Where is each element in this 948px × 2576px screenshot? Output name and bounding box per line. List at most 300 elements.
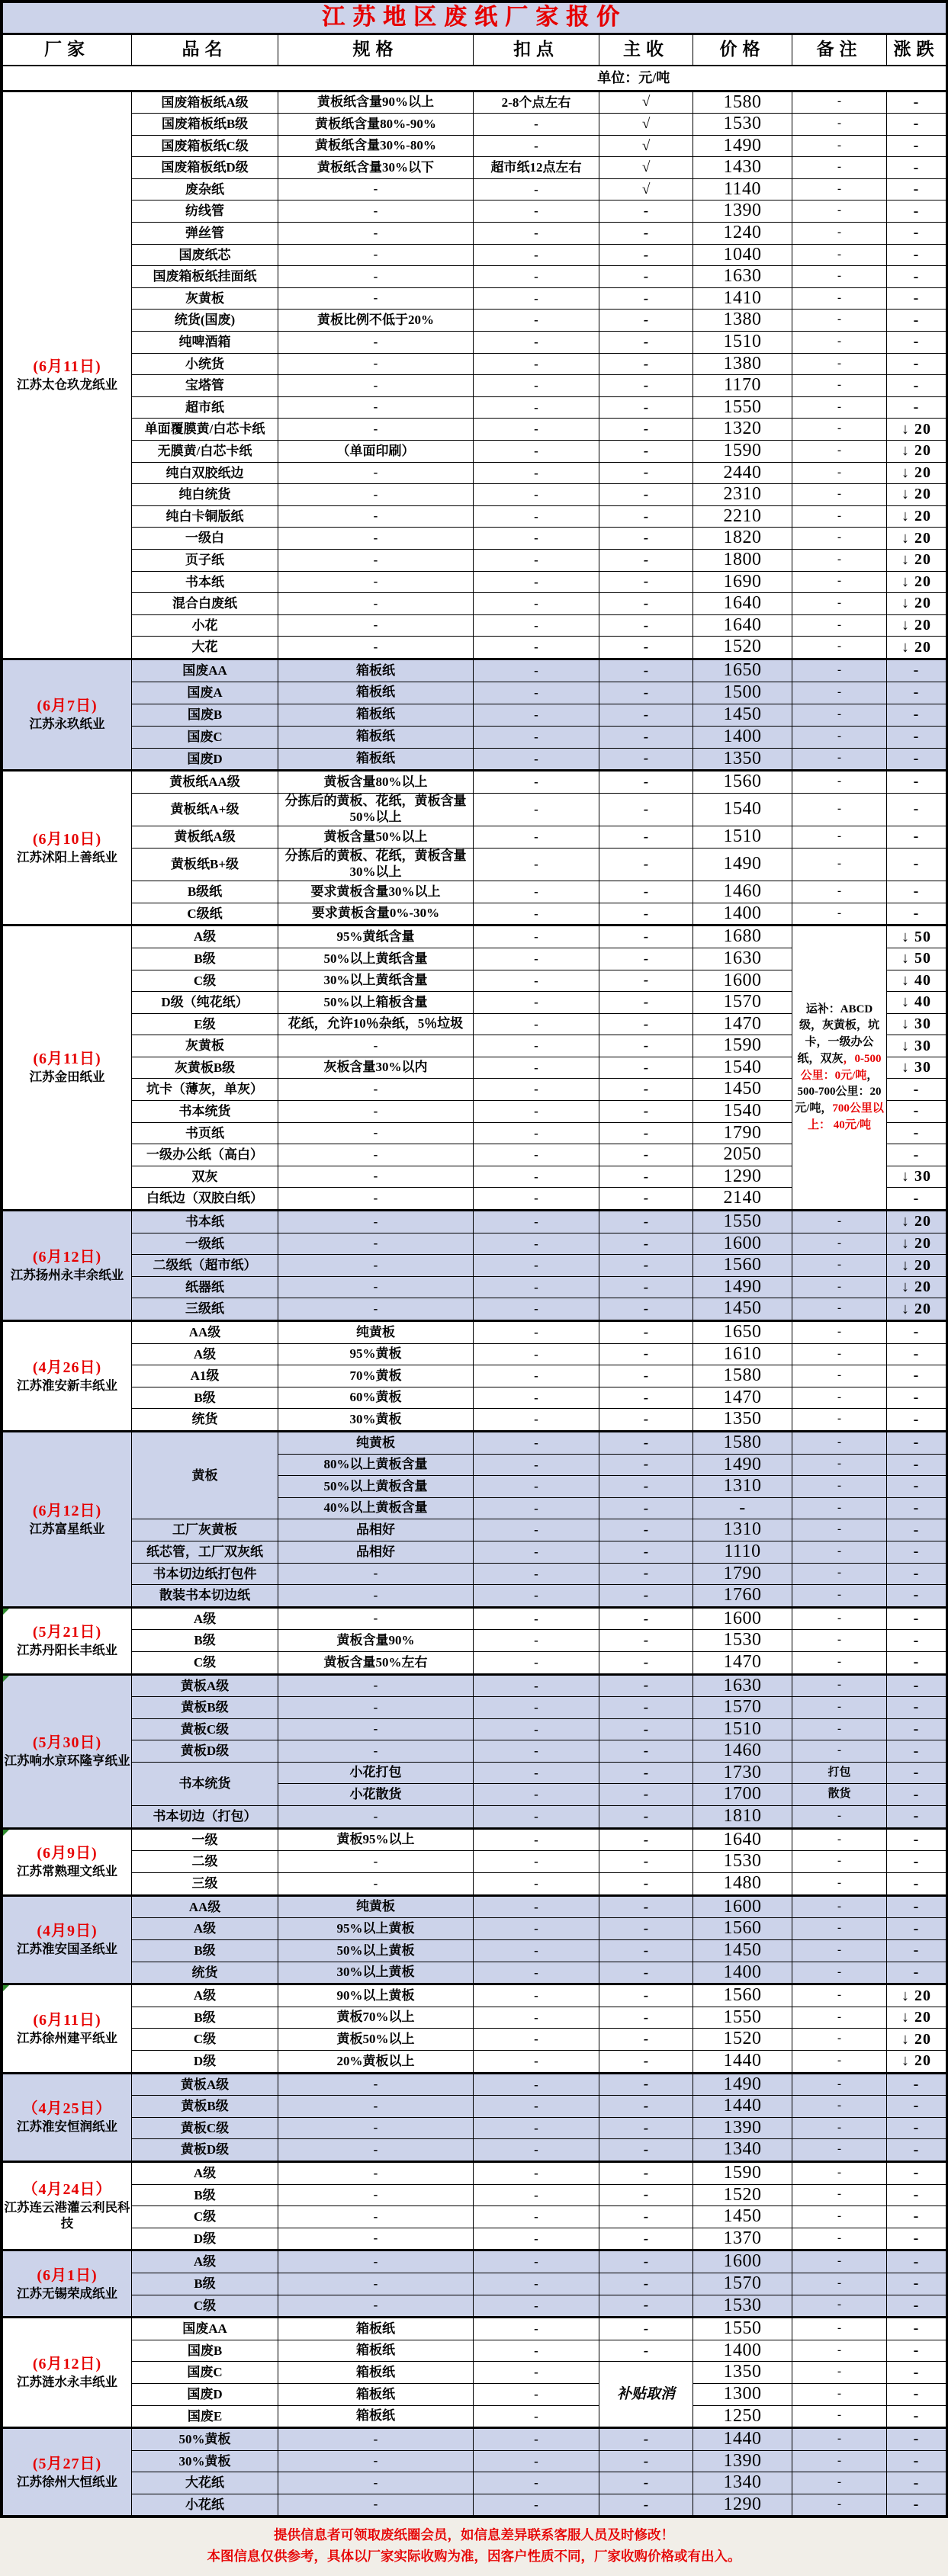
cell-note: - xyxy=(792,375,887,397)
cell-change: - xyxy=(887,2206,946,2228)
cell-deduction: - xyxy=(474,1607,599,1630)
cell-spec: - xyxy=(278,1079,474,1101)
table-row xyxy=(3,1563,946,1585)
cell-price: 2440 xyxy=(693,462,792,484)
cell-note: - xyxy=(792,1630,887,1652)
cell-accept: - xyxy=(599,1365,693,1387)
table-row xyxy=(3,1940,946,1962)
cell-accept: - xyxy=(599,593,693,615)
cell-change: - xyxy=(887,2405,946,2428)
cell-deduction: - xyxy=(474,1144,599,1166)
cell-grade: 单面覆膜黄/白芯卡纸 xyxy=(132,419,278,441)
cell-price: 1600 xyxy=(693,1607,792,1630)
cell-deduction: - xyxy=(474,1918,599,1940)
table-row xyxy=(3,2228,946,2250)
cell-grade: 页子纸 xyxy=(132,549,278,571)
factory-cell xyxy=(3,1984,132,2073)
cell-grade: 书本纸 xyxy=(132,1211,278,1233)
table-row xyxy=(3,1298,946,1321)
cell-spec: - xyxy=(278,1166,474,1188)
cell-spec: 20%黄板以上 xyxy=(278,2051,474,2074)
cell-deduction: - xyxy=(474,1563,599,1585)
cell-change: ↓ 20 xyxy=(887,462,946,484)
cell-change: ↓ 40 xyxy=(887,970,946,992)
cell-change: - xyxy=(887,1585,946,1608)
table-row xyxy=(3,2362,946,2384)
factory-name: 江苏丹阳长丰纸业 xyxy=(17,1642,117,1657)
cell-note: - xyxy=(792,826,887,848)
cell-price: 1570 xyxy=(693,992,792,1014)
cell-spec: - xyxy=(278,637,474,659)
table-row xyxy=(3,637,946,659)
cell-grade: 纯白统货 xyxy=(132,484,278,506)
cell-accept: - xyxy=(599,223,693,245)
cell-note: - xyxy=(792,1497,887,1519)
cell-grade: D级 xyxy=(132,2051,278,2074)
cell-accept: - xyxy=(599,826,693,848)
cell-deduction: - xyxy=(474,1013,599,1035)
factory-cell xyxy=(3,771,132,925)
cell-change: - xyxy=(887,748,946,771)
cell-grade: 二级纸（超市纸） xyxy=(132,1255,278,1277)
title-cell xyxy=(3,3,946,34)
cell-price: 1600 xyxy=(693,1233,792,1255)
cell-price: 1550 xyxy=(693,2318,792,2340)
cell-note: - xyxy=(792,1276,887,1298)
table-row xyxy=(3,1806,946,1829)
cell-change: - xyxy=(887,1454,946,1476)
cell-change: ↓ 20 xyxy=(887,1276,946,1298)
cell-accept: - xyxy=(599,1940,693,1962)
cell-note: - xyxy=(792,528,887,550)
table-row xyxy=(3,704,946,726)
note-segment: ，500-700公里：20元/吨， xyxy=(795,1069,882,1115)
cell-accept: √ xyxy=(599,91,693,114)
cell-change: - xyxy=(887,1762,946,1784)
price-table xyxy=(2,2,946,2516)
table-row xyxy=(3,2117,946,2139)
cell-change: - xyxy=(887,1651,946,1674)
report-date: (6月12日) xyxy=(32,1248,102,1266)
cell-spec: 品相好 xyxy=(278,1541,474,1563)
cell-deduction: - xyxy=(474,2073,599,2096)
cell-spec: 50%以上箱板含量 xyxy=(278,992,474,1014)
cell-note: - xyxy=(792,1607,887,1630)
cell-accept: - xyxy=(599,353,693,375)
cell-grade: 国废箱板纸B级 xyxy=(132,114,278,136)
cell-grade: 宝塔管 xyxy=(132,375,278,397)
cell-grade: 一级白 xyxy=(132,528,278,550)
cell-grade: 灰黄板B级 xyxy=(132,1057,278,1079)
cell-deduction: - xyxy=(474,2161,599,2184)
cell-spec: 箱板纸 xyxy=(278,2318,474,2340)
factory-name: 江苏淮安国圣纸业 xyxy=(17,1942,117,1957)
cell-accept: - xyxy=(599,287,693,310)
cell-accept: - xyxy=(599,2161,693,2184)
cell-change: ↓ 30 xyxy=(887,1035,946,1057)
cell-accept: - xyxy=(599,682,693,704)
cell-note: - xyxy=(792,637,887,659)
table-row xyxy=(3,310,946,332)
cell-deduction: 2-8个点左右 xyxy=(474,91,599,114)
cell-price: 1490 xyxy=(693,1276,792,1298)
cell-deduction: - xyxy=(474,2428,599,2451)
cell-grade: 书本统货 xyxy=(132,1762,278,1805)
cell-grade: A级 xyxy=(132,1607,278,1630)
cell-grade: A1级 xyxy=(132,1365,278,1387)
cell-spec: - xyxy=(278,1122,474,1144)
cell-change: - xyxy=(887,135,946,157)
cell-spec: - xyxy=(278,1276,474,1298)
cell-accept: - xyxy=(599,1851,693,1873)
cell-accept: - xyxy=(599,2007,693,2029)
cell-change: - xyxy=(887,2383,946,2405)
table-row xyxy=(3,2029,946,2051)
cell-price: 1500 xyxy=(693,682,792,704)
factory-name: 江苏无锡荣成纸业 xyxy=(17,2286,117,2301)
cell-grade: 小花 xyxy=(132,614,278,637)
cell-spec: 50%以上黄板 xyxy=(278,1940,474,1962)
cell-spec: 95%黄纸含量 xyxy=(278,925,474,948)
cell-deduction: - xyxy=(474,1365,599,1387)
cell-spec: 黄板纸含量90%以上 xyxy=(278,91,474,114)
cell-price: 1490 xyxy=(693,1454,792,1476)
cell-grade: 白纸边（双胶白纸） xyxy=(132,1188,278,1211)
cell-price: 1400 xyxy=(693,903,792,925)
col-header-factory: 厂家 xyxy=(3,34,132,66)
cell-accept: - xyxy=(599,726,693,748)
cell-deduction: - xyxy=(474,637,599,659)
cell-change: - xyxy=(887,2161,946,2184)
cell-price: 1390 xyxy=(693,2450,792,2472)
cell-price: 1640 xyxy=(693,614,792,637)
table-row xyxy=(3,266,946,288)
cell-spec: 黄板纸含量30%-80% xyxy=(278,135,474,157)
table-row xyxy=(3,726,946,748)
footer-disclaimer xyxy=(0,2518,948,2575)
cell-deduction: - xyxy=(474,614,599,637)
cell-price: 2310 xyxy=(693,484,792,506)
cell-spec: 箱板纸 xyxy=(278,704,474,726)
cell-spec: - xyxy=(278,549,474,571)
cell-price: 1570 xyxy=(693,2273,792,2295)
table-row xyxy=(3,614,946,637)
cell-price: 1580 xyxy=(693,1431,792,1454)
factory-name: 江苏涟水永丰纸业 xyxy=(17,2374,117,2389)
cell-deduction: - xyxy=(474,2340,599,2362)
cell-note: - xyxy=(792,748,887,771)
cell-price: 1250 xyxy=(693,2405,792,2428)
table-row xyxy=(3,1321,946,1344)
cell-change: ↓ 20 xyxy=(887,637,946,659)
cell-spec: 纯黄板 xyxy=(278,1431,474,1454)
cell-spec: 分拣后的黄板、花纸，黄板含量50%以上 xyxy=(278,793,474,826)
cell-change: - xyxy=(887,1101,946,1123)
cell-grade: 工厂灰黄板 xyxy=(132,1519,278,1541)
cell-deduction: - xyxy=(474,2250,599,2273)
cell-price: 1600 xyxy=(693,1895,792,1918)
note-segment: 700公里以上： 40元/吨 xyxy=(808,1102,884,1131)
cell-note: - xyxy=(792,505,887,528)
table-row xyxy=(3,1895,946,1918)
cell-accept: - xyxy=(599,2450,693,2472)
cell-spec: - xyxy=(278,332,474,354)
cell-spec: 花纸，允许10％杂纸，5％垃圾 xyxy=(278,1013,474,1035)
cell-price: 1320 xyxy=(693,419,792,441)
report-date: (5月21日) xyxy=(32,1623,102,1641)
cell-price: 1640 xyxy=(693,593,792,615)
cell-deduction: - xyxy=(474,244,599,266)
table-row xyxy=(3,353,946,375)
cell-change: - xyxy=(887,353,946,375)
cell-deduction: - xyxy=(474,682,599,704)
cell-note: - xyxy=(792,2405,887,2428)
cell-note: - xyxy=(792,2007,887,2029)
cell-change: ↓ 30 xyxy=(887,1013,946,1035)
cell-deduction: - xyxy=(474,1057,599,1079)
table-row xyxy=(3,1343,946,1365)
cell-spec: - xyxy=(278,2096,474,2118)
cell-grade: 黄板D级 xyxy=(132,1740,278,1763)
cell-price: 1560 xyxy=(693,1984,792,2007)
cell-note: - xyxy=(792,2450,887,2472)
cell-change: - xyxy=(887,310,946,332)
cell-accept: - xyxy=(599,637,693,659)
cell-spec: 品相好 xyxy=(278,1519,474,1541)
cell-spec: 黄板纸含量80%-90% xyxy=(278,114,474,136)
cell-accept: - xyxy=(599,1079,693,1101)
table-row xyxy=(3,1607,946,1630)
cell-price: 1110 xyxy=(693,1541,792,1563)
cell-deduction: - xyxy=(474,2139,599,2162)
cell-change: - xyxy=(887,332,946,354)
cell-deduction: - xyxy=(474,375,599,397)
cell-grade: 纯白卡铜版纸 xyxy=(132,505,278,528)
cell-change: - xyxy=(887,114,946,136)
cell-deduction: - xyxy=(474,2472,599,2494)
cell-change: ↓ 20 xyxy=(887,484,946,506)
cell-spec: 箱板纸 xyxy=(278,726,474,748)
cell-accept: - xyxy=(599,419,693,441)
cell-spec: - xyxy=(278,353,474,375)
table-row xyxy=(3,396,946,419)
cell-note: - xyxy=(792,1918,887,1940)
cell-spec: - xyxy=(278,2139,474,2162)
cell-accept: - xyxy=(599,2273,693,2295)
cell-note: - xyxy=(792,157,887,179)
table-row xyxy=(3,1365,946,1387)
cell-change: - xyxy=(887,396,946,419)
cell-accept: - xyxy=(599,1563,693,1585)
cell-price: 1530 xyxy=(693,2295,792,2318)
cell-spec: 40%以上黄板含量 xyxy=(278,1497,474,1519)
cell-grade: 50%黄板 xyxy=(132,2428,278,2451)
col-header-price: 价格 xyxy=(693,34,792,66)
cell-deduction: - xyxy=(474,2318,599,2340)
cell-price: 1600 xyxy=(693,970,792,992)
factory-name: 江苏响水京环隆亨纸业 xyxy=(4,1753,130,1768)
table-row xyxy=(3,1718,946,1740)
cell-change: ↓ 30 xyxy=(887,1166,946,1188)
table-row xyxy=(3,1255,946,1277)
corner-flag-icon xyxy=(3,1830,9,1836)
cell-change: - xyxy=(887,1387,946,1409)
cell-change: - xyxy=(887,1188,946,1211)
table-row xyxy=(3,2073,946,2096)
cell-change: - xyxy=(887,2117,946,2139)
cell-grade: 30%黄板 xyxy=(132,2450,278,2472)
table-row xyxy=(3,287,946,310)
cell-spec: 黄板95%以上 xyxy=(278,1828,474,1851)
cell-change: - xyxy=(887,1079,946,1101)
cell-note: - xyxy=(792,1585,887,1608)
cell-note: - xyxy=(792,2161,887,2184)
cell-note: - xyxy=(792,2073,887,2096)
cell-deduction: - xyxy=(474,2228,599,2250)
cell-price: 1570 xyxy=(693,1697,792,1719)
cell-spec: - xyxy=(278,200,474,223)
cell-change: - xyxy=(887,266,946,288)
cell-price: 1350 xyxy=(693,748,792,771)
cell-price: 1560 xyxy=(693,1918,792,1940)
cell-spec: - xyxy=(278,484,474,506)
cell-grade: 统货 xyxy=(132,1962,278,1984)
cell-deduction: - xyxy=(474,1255,599,1277)
cell-change: - xyxy=(887,157,946,179)
cell-price: 1390 xyxy=(693,200,792,223)
cell-change: - xyxy=(887,1873,946,1896)
cell-price: 1310 xyxy=(693,1519,792,1541)
cell-note: - xyxy=(792,2117,887,2139)
cell-spec: - xyxy=(278,1873,474,1896)
cell-grade: 国废E xyxy=(132,2405,278,2428)
cell-accept: - xyxy=(599,2029,693,2051)
factory-cell xyxy=(3,659,132,770)
cell-change: ↓ 20 xyxy=(887,2051,946,2074)
factory-name: 江苏永玖纸业 xyxy=(29,717,105,732)
cell-price: 1470 xyxy=(693,1651,792,1674)
table-row xyxy=(3,1918,946,1940)
cell-accept: - xyxy=(599,332,693,354)
cell-spec: - xyxy=(278,1697,474,1719)
cell-change: - xyxy=(887,793,946,826)
cell-spec: 小花散货 xyxy=(278,1784,474,1806)
table-row xyxy=(3,1651,946,1674)
cell-grade: 国废B xyxy=(132,704,278,726)
cell-deduction: - xyxy=(474,593,599,615)
cell-spec: - xyxy=(278,287,474,310)
table-row xyxy=(3,332,946,354)
cell-change: ↓ 20 xyxy=(887,441,946,463)
factory-name: 江苏富星纸业 xyxy=(29,1521,105,1536)
cell-change: - xyxy=(887,1476,946,1498)
factory-cell xyxy=(3,2318,132,2428)
cell-change: - xyxy=(887,1321,946,1344)
factory-cell xyxy=(3,1211,132,1321)
cell-price: 1560 xyxy=(693,771,792,794)
cell-note: - xyxy=(792,1476,887,1498)
col-header-deduction: 扣点 xyxy=(474,34,599,66)
cell-grade: B级 xyxy=(132,2184,278,2206)
cell-note: - xyxy=(792,659,887,682)
cell-note: - xyxy=(792,1431,887,1454)
footer-line-2: 本图信息仅供参考，具体以厂家实际收购为准，因客户性质不同，厂家收购价格或有出入。 xyxy=(207,2548,741,2564)
cell-price: 1400 xyxy=(693,2340,792,2362)
cell-deduction: - xyxy=(474,881,599,903)
cell-price: 1340 xyxy=(693,2472,792,2494)
table-row xyxy=(3,1211,946,1233)
cell-price: 1550 xyxy=(693,2007,792,2029)
cell-accept: - xyxy=(599,1276,693,1298)
cell-spec: 黄板含量90% xyxy=(278,1630,474,1652)
cell-price: 1450 xyxy=(693,704,792,726)
cell-spec: 箱板纸 xyxy=(278,682,474,704)
cell-deduction: - xyxy=(474,771,599,794)
cell-deduction: - xyxy=(474,2096,599,2118)
cell-deduction: - xyxy=(474,970,599,992)
factory-name: 江苏沭阳上善纸业 xyxy=(17,850,117,865)
cell-accept: - xyxy=(599,1188,693,1211)
title-row xyxy=(3,3,946,34)
cell-note: - xyxy=(792,114,887,136)
cell-spec: - xyxy=(278,1563,474,1585)
cell-accept: √ xyxy=(599,178,693,200)
cell-accept: - xyxy=(599,375,693,397)
col-header-spec: 规格 xyxy=(278,34,474,66)
cell-note: - xyxy=(792,2139,887,2162)
table-row xyxy=(3,2494,946,2516)
cell-accept: - xyxy=(599,396,693,419)
cell-accept: - xyxy=(599,1873,693,1896)
cell-price: 1530 xyxy=(693,1851,792,1873)
cell-deduction: 超市纸12点左右 xyxy=(474,157,599,179)
table-row xyxy=(3,826,946,848)
cell-grade: 三级纸 xyxy=(132,1298,278,1321)
cell-spec: 箱板纸 xyxy=(278,2383,474,2405)
cell-note: - xyxy=(792,332,887,354)
cell-note: - xyxy=(792,881,887,903)
cell-deduction: - xyxy=(474,992,599,1014)
cell-price: 1490 xyxy=(693,135,792,157)
cell-accept: - xyxy=(599,1255,693,1277)
cell-spec: - xyxy=(278,244,474,266)
cell-note: - xyxy=(792,614,887,637)
cell-note: - xyxy=(792,2428,887,2451)
cell-accept: - xyxy=(599,614,693,637)
cell-accept: - xyxy=(599,925,693,948)
cell-grade: E级 xyxy=(132,1013,278,1035)
cell-deduction: - xyxy=(474,178,599,200)
cell-deduction: - xyxy=(474,571,599,593)
cell-deduction: - xyxy=(474,549,599,571)
cell-spec: - xyxy=(278,1144,474,1166)
factory-cell xyxy=(3,1321,132,1432)
cell-price: 1450 xyxy=(693,1079,792,1101)
cell-accept: - xyxy=(599,528,693,550)
cell-price: 1380 xyxy=(693,310,792,332)
report-date: (6月1日) xyxy=(37,2266,98,2284)
cell-change: - xyxy=(887,1740,946,1763)
cell-accept: - xyxy=(599,1651,693,1674)
col-header-change: 涨跌 xyxy=(887,34,946,66)
cell-accept: - xyxy=(599,2073,693,2096)
cell-deduction: - xyxy=(474,2273,599,2295)
cell-spec: 50%以上黄纸含量 xyxy=(278,948,474,970)
cell-deduction: - xyxy=(474,1519,599,1541)
table-row xyxy=(3,571,946,593)
cell-accept: - xyxy=(599,484,693,506)
cell-price: 1520 xyxy=(693,2029,792,2051)
